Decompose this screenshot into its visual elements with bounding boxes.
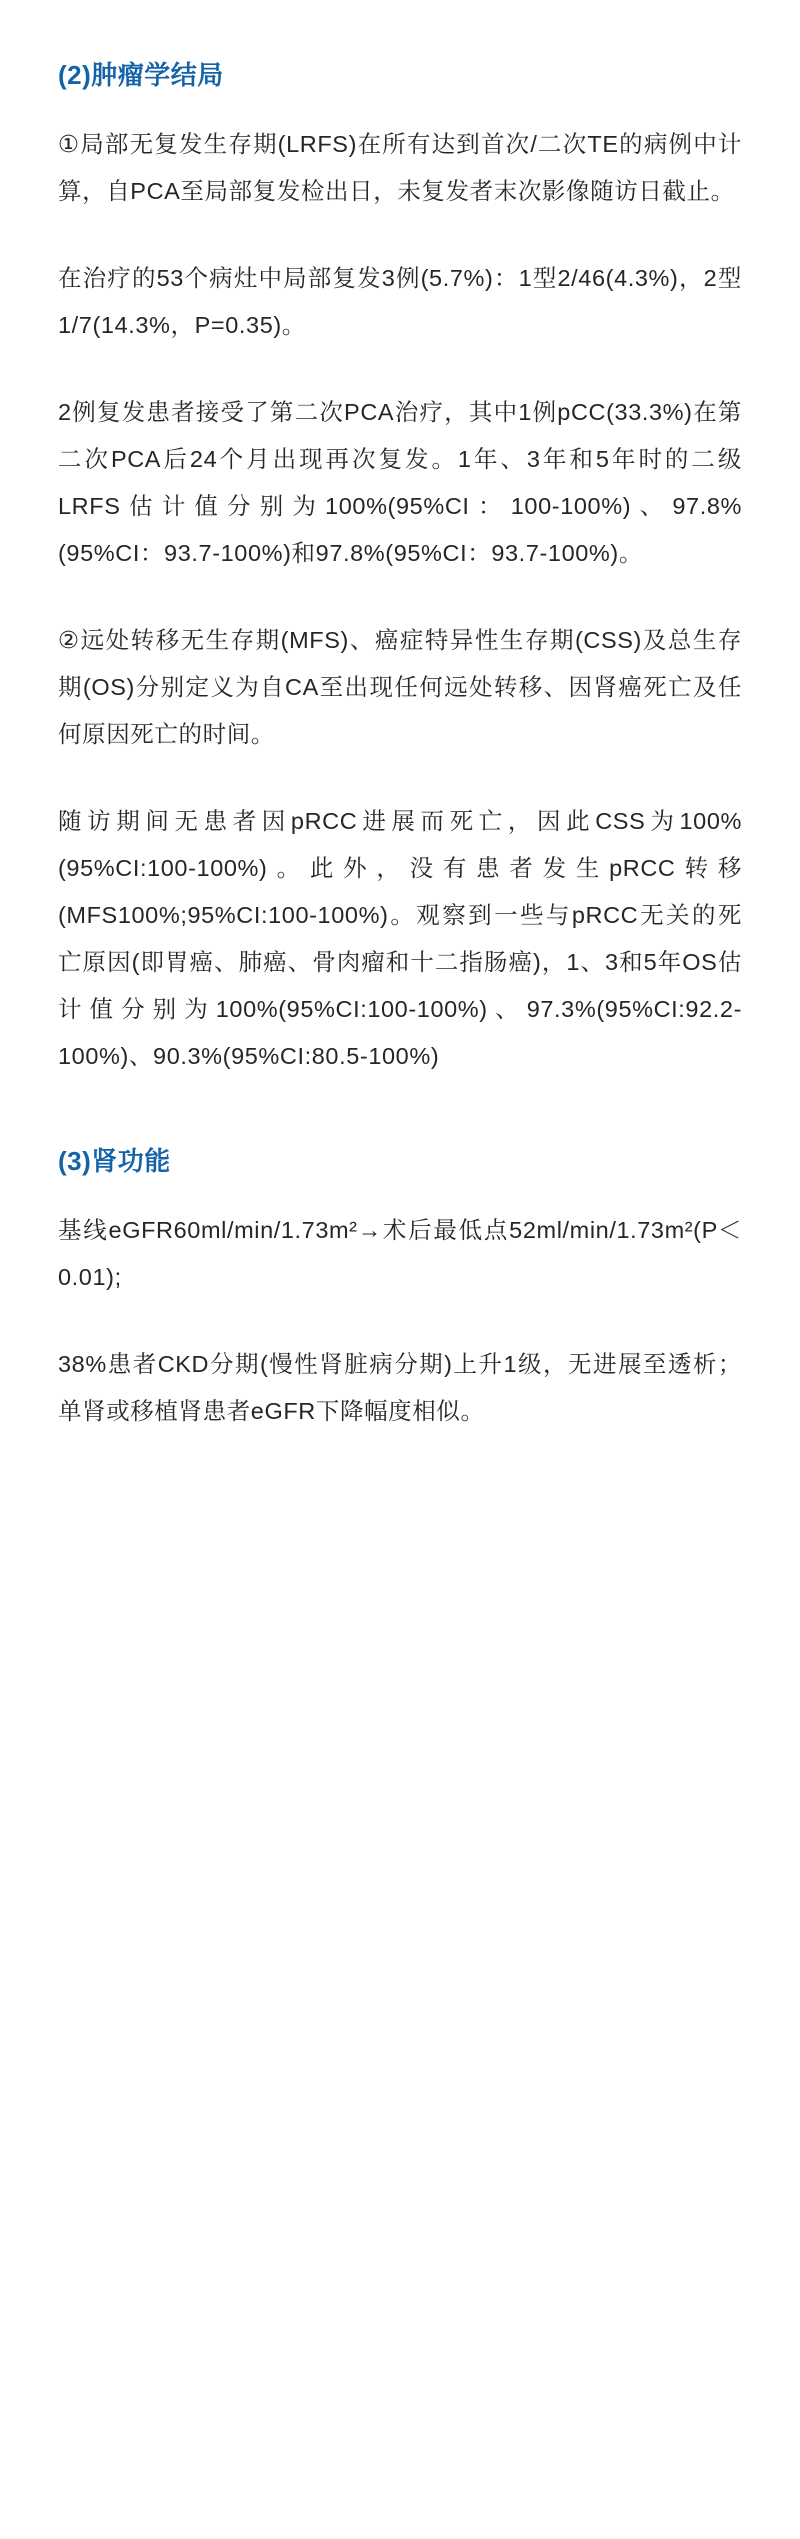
section-heading-renal-function: (3)肾功能 [58, 1146, 171, 1176]
section-heading-oncologic-outcomes: (2)肿瘤学结局 [58, 60, 224, 90]
paragraph-local-recurrence-rates: 在治疗的53个病灶中局部复发3例(5.7%)：1型2/46(4.3%)，2型1/7(14.3%，P=0.35)。 [58, 265, 742, 338]
paragraph-lrfs-definition: ①局部无复发生存期(LRFS)在所有达到首次/二次TE的病例中计算，自PCA至局部复发检出日，未复发者末次影像随访日截止。 [58, 131, 742, 204]
paragraph-egfr-change: 基线eGFR60ml/min/1.73m²→术后最低点52ml/min/1.73m²(P＜0.01); [58, 1217, 742, 1290]
paragraph-mfs-css-os-definition: ②远处转移无生存期(MFS)、癌症特异性生存期(CSS)及总生存期(OS)分别定义为自CA至出现任何远处转移、因肾癌死亡及任何原因死亡的时间。 [58, 627, 742, 747]
paragraph-survival-results: 随访期间无患者因pRCC进展而死亡，因此CSS为100%(95%CI:100-100%)。此外，没有患者发生pRCC转移(MFS100%;95%CI:100-100%)。观察到一些与pRCC无关的死亡原因(即胃癌、肺癌、骨肉瘤和十二指肠癌)，1、3和5年OS估计值分别为100%(95%CI:100-100%)、97.3%(95%CI:92.2-100%)、90.3%(95%CI:80.5-100%) [58, 808, 742, 1069]
paragraph-ckd-stage-change: 38%患者CKD分期(慢性肾脏病分期)上升1级，无进展至透析；单肾或移植肾患者eGFR下降幅度相似。 [58, 1351, 742, 1424]
paragraph-secondary-lrfs-estimates: 2例复发患者接受了第二次PCA治疗，其中1例pCC(33.3%)在第二次PCA后24个月出现再次复发。1年、3年和5年时的二级LRFS估计值分别为100%(95%CI：100-100%)、97.8%(95%CI：93.7-100%)和97.8%(95%CI：93.7-100%)。 [58, 399, 742, 566]
